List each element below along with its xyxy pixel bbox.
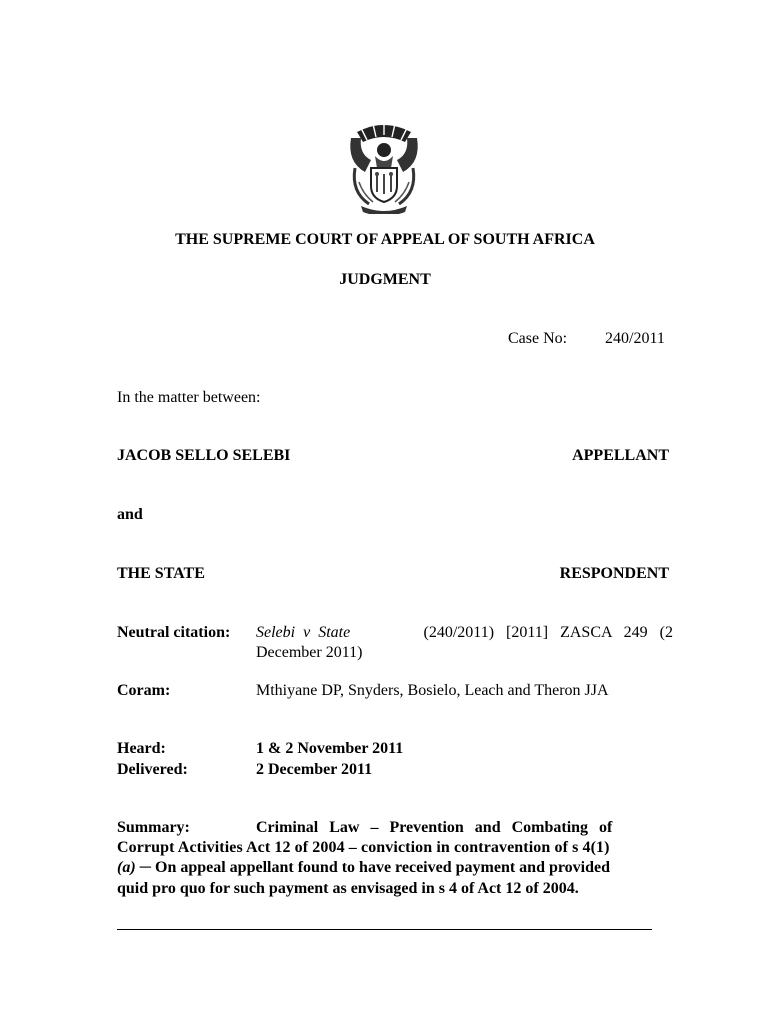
- neutral-citation-label: Neutral citation:: [117, 624, 231, 641]
- heard-value: 1 & 2 November 2011: [256, 740, 404, 757]
- summary-line3-text: ─ On appeal appellant found to have received payment and provided: [135, 859, 611, 876]
- respondent-role: RESPONDENT: [559, 565, 669, 582]
- case-no-label: Case No:: [508, 330, 568, 347]
- heard-label: Heard:: [117, 740, 166, 757]
- citation-reference: (240/2011) [2011] ZASCA 249 (2: [423, 624, 673, 641]
- delivered-value: 2 December 2011: [256, 761, 373, 778]
- delivered-label: Delivered:: [117, 761, 188, 778]
- respondent-name: THE STATE: [117, 565, 205, 582]
- horizontal-rule: [117, 929, 652, 930]
- summary-subsection: (a): [117, 859, 136, 876]
- summary-line1: [256, 818, 673, 838]
- neutral-citation-line2: December 2011): [256, 644, 363, 661]
- matter-between: In the matter between:: [117, 389, 261, 406]
- case-no-value: 240/2011: [605, 330, 665, 347]
- document-type: JUDGMENT: [339, 271, 431, 288]
- appellant-role: APPELLANT: [572, 447, 669, 464]
- summary-line4: quid pro quo for such payment as envisaged in s 4 of Act 12 of 2004.: [117, 880, 579, 897]
- coram-label: Coram:: [117, 682, 171, 699]
- court-name: THE SUPREME COURT OF APPEAL OF SOUTH AFRICA: [175, 231, 595, 248]
- appellant-name: JACOB SELLO SELEBI: [117, 447, 291, 464]
- summary-line1-text: Criminal Law – Prevention and Combating of: [256, 819, 613, 836]
- neutral-citation-line1: [256, 623, 673, 643]
- summary-line3: [117, 858, 673, 878]
- and-text: and: [117, 506, 143, 523]
- coram-value: Mthiyane DP, Snyders, Bosielo, Leach and Theron JJA: [256, 682, 609, 699]
- coat-of-arms-icon: [347, 122, 421, 214]
- summary-line2: Corrupt Activities Act 12 of 2004 – conviction in contravention of s 4(1): [117, 839, 610, 856]
- summary-label: Summary:: [117, 819, 190, 836]
- citation-case-name: Selebi v State: [256, 624, 351, 641]
